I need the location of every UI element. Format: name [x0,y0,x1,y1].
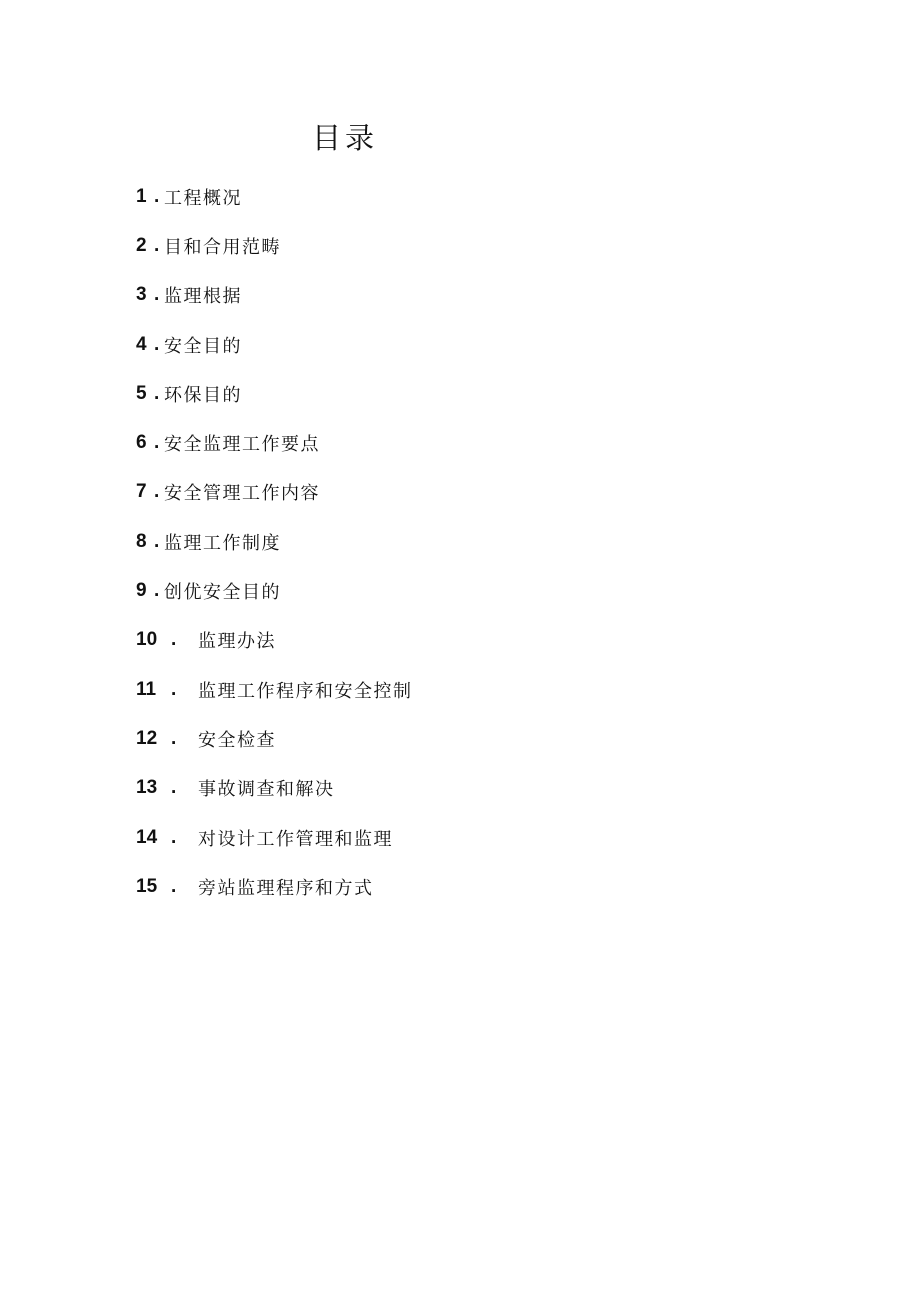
toc-item-text: 监理办法 [198,631,276,653]
toc-item-text: 对设计工作管理和监理 [198,828,393,850]
toc-item-text: 安全监理工作要点 [164,434,320,456]
toc-item-separator: . [154,580,160,602]
toc-item-separator: . [154,481,160,503]
toc-item-4[interactable] [136,320,413,369]
toc-item-10[interactable] [136,616,413,665]
toc-item-number: 11 [136,678,157,700]
toc-item-6[interactable] [136,418,413,467]
toc-item-text: 目和合用范畴 [164,236,281,258]
toc-item-separator: . [154,432,160,454]
toc-item-separator: . [171,875,177,897]
toc-item-separator: . [154,382,160,404]
toc-item-15[interactable] [136,862,413,911]
toc-item-9[interactable] [136,566,413,615]
toc-item-separator: . [171,727,177,749]
toc-item-separator: . [154,185,160,207]
toc-item-12[interactable] [136,714,413,763]
toc-item-13[interactable] [136,764,413,813]
toc-item-separator: . [171,777,177,799]
toc-item-number: 3 [136,284,147,306]
toc-list [136,172,413,911]
toc-item-separator: . [154,333,160,355]
toc-item-11[interactable] [136,665,413,714]
toc-item-3[interactable] [136,271,413,320]
toc-item-5[interactable] [136,369,413,418]
toc-item-number: 15 [136,875,158,897]
toc-item-separator: . [154,530,160,552]
toc-item-8[interactable] [136,517,413,566]
toc-item-separator: . [171,678,177,700]
toc-item-number: 1 [136,185,147,207]
toc-item-number: 12 [136,727,158,749]
toc-item-number: 14 [136,826,158,848]
toc-item-2[interactable] [136,221,413,270]
toc-item-number: 9 [136,580,147,602]
toc-item-text: 安全管理工作内容 [164,483,320,505]
toc-item-number: 13 [136,777,158,799]
toc-item-separator: . [154,234,160,256]
toc-item-separator: . [171,826,177,848]
toc-item-text: 旁站监理程序和方式 [198,877,374,899]
toc-item-1[interactable] [136,172,413,221]
toc-item-text: 监理工作制度 [164,532,281,554]
toc-item-number: 2 [136,234,147,256]
toc-item-text: 工程概况 [164,187,242,209]
toc-item-text: 环保目的 [164,384,242,406]
toc-item-number: 4 [136,333,147,355]
toc-item-text: 监理根据 [164,286,242,308]
toc-item-separator: . [154,284,160,306]
toc-item-text: 安全检查 [198,729,276,751]
toc-item-number: 6 [136,432,147,454]
toc-item-number: 8 [136,530,147,552]
toc-item-text: 监理工作程序和安全控制 [198,680,413,702]
toc-item-number: 5 [136,382,147,404]
toc-item-text: 创优安全目的 [164,582,281,604]
toc-item-text: 事故调查和解决 [198,779,335,801]
toc-item-number: 10 [136,629,158,651]
toc-item-7[interactable] [136,468,413,517]
toc-item-text: 安全目的 [164,335,242,357]
toc-item-14[interactable] [136,813,413,862]
toc-item-number: 7 [136,481,147,503]
toc-item-separator: . [171,629,177,651]
toc-title: 目录 [312,121,379,155]
